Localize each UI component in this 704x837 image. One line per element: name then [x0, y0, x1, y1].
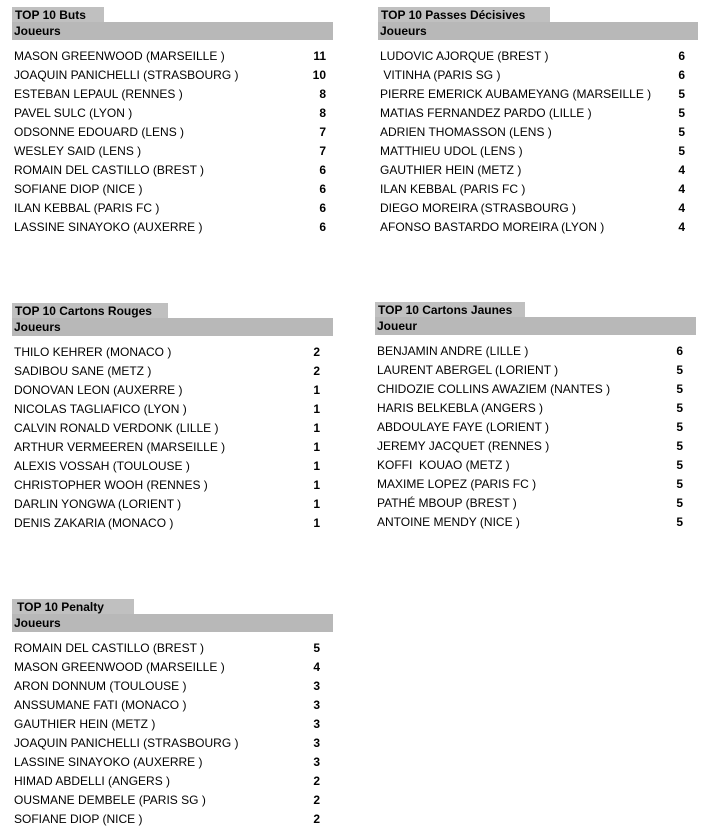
stat-value: 5: [676, 496, 683, 510]
player-name: ALEXIS VOSSAH (TOULOUSE ): [14, 459, 190, 473]
table-row: [12, 753, 333, 772]
player-name: ROMAIN DEL CASTILLO (BREST ): [14, 641, 205, 655]
player-name: PATHÉ MBOUP (BREST ): [377, 496, 517, 510]
player-name: SOFIANE DIOP (NICE ): [14, 182, 143, 196]
stat-value: 4: [678, 201, 685, 215]
column-header: Joueurs: [12, 614, 333, 632]
stat-value: 5: [676, 515, 683, 529]
table-row: [378, 161, 698, 180]
table-row: [12, 639, 333, 658]
table-row: [378, 199, 698, 218]
table-row: [12, 161, 333, 180]
stat-value: 7: [319, 125, 326, 139]
stat-value: 5: [676, 439, 683, 453]
player-name: MASON GREENWOOD (MARSEILLE ): [14, 660, 225, 674]
player-name: JEREMY JACQUET (RENNES ): [377, 439, 550, 453]
table-row: [12, 123, 333, 142]
player-name: MATTHIEU UDOL (LENS ): [380, 144, 523, 158]
stat-value: 3: [313, 736, 320, 750]
stat-value: 5: [678, 87, 685, 101]
player-name: LAURENT ABERGEL (LORIENT ): [377, 363, 559, 377]
table-row: [378, 180, 698, 199]
stat-value: 2: [313, 793, 320, 807]
stat-value: 8: [319, 106, 326, 120]
player-name: MAXIME LOPEZ (PARIS FC ): [377, 477, 537, 491]
table-row: [12, 734, 333, 753]
table-row: [12, 180, 333, 199]
stat-value: 6: [676, 344, 683, 358]
stat-value: 6: [319, 163, 326, 177]
table-row: [375, 342, 696, 361]
table-row: [12, 419, 333, 438]
stat-value: 1: [313, 516, 320, 530]
table-row: [375, 475, 696, 494]
table-row: [375, 456, 696, 475]
table-row: [375, 418, 696, 437]
player-name: LUDOVIC AJORQUE (BREST ): [380, 49, 549, 63]
stat-value: 5: [676, 420, 683, 434]
stat-value: 11: [313, 49, 326, 63]
player-name: LASSINE SINAYOKO (AUXERRE ): [14, 220, 203, 234]
player-name: DENIS ZAKARIA (MONACO ): [14, 516, 174, 530]
stat-value: 1: [313, 478, 320, 492]
stat-value: 5: [676, 363, 683, 377]
player-name: CHRISTOPHER WOOH (RENNES ): [14, 478, 208, 492]
stat-value: 5: [678, 144, 685, 158]
stat-value: 1: [313, 440, 320, 454]
stat-value: 4: [678, 182, 685, 196]
player-name: ANTOINE MENDY (NICE ): [377, 515, 520, 529]
table-row: [12, 677, 333, 696]
table-row: [378, 85, 698, 104]
player-name: PIERRE EMERICK AUBAMEYANG (MARSEILLE ): [380, 87, 652, 101]
player-name: JOAQUIN PANICHELLI (STRASBOURG ): [14, 68, 239, 82]
stat-value: 6: [678, 68, 685, 82]
panel-title: TOP 10 Penalty: [12, 599, 134, 615]
table-row: [12, 457, 333, 476]
player-name: CALVIN RONALD VERDONK (LILLE ): [14, 421, 219, 435]
table-row: [12, 495, 333, 514]
player-name: WESLEY SAID (LENS ): [14, 144, 142, 158]
table-row: [12, 400, 333, 419]
player-name: KOFFI KOUAO (METZ ): [377, 458, 510, 472]
table-row: [378, 218, 698, 237]
player-name: AFONSO BASTARDO MOREIRA (LYON ): [380, 220, 605, 234]
stat-value: 5: [676, 458, 683, 472]
table-row: [12, 476, 333, 495]
table-row: [12, 104, 333, 123]
player-name: DONOVAN LEON (AUXERRE ): [14, 383, 183, 397]
stat-value: 7: [319, 144, 326, 158]
stat-value: 6: [319, 201, 326, 215]
player-name: MASON GREENWOOD (MARSEILLE ): [14, 49, 225, 63]
table-row: [12, 218, 333, 237]
player-name: BENJAMIN ANDRE (LILLE ): [377, 344, 529, 358]
table-row: [378, 47, 698, 66]
player-name: OUSMANE DEMBELE (PARIS SG ): [14, 793, 206, 807]
player-name: THILO KEHRER (MONACO ): [14, 345, 172, 359]
table-row: [12, 199, 333, 218]
table-row: [375, 361, 696, 380]
player-name: ADRIEN THOMASSON (LENS ): [380, 125, 552, 139]
rows: [12, 343, 333, 533]
stat-value: 2: [313, 364, 320, 378]
stat-value: 4: [313, 660, 320, 674]
panel-title: TOP 10 Buts: [12, 7, 104, 23]
player-name: LASSINE SINAYOKO (AUXERRE ): [14, 755, 203, 769]
table-row: [12, 47, 333, 66]
column-header: Joueurs: [12, 22, 333, 40]
table-row: [12, 715, 333, 734]
player-name: ILAN KEBBAL (PARIS FC ): [14, 201, 160, 215]
stat-value: 5: [676, 382, 683, 396]
player-name: HIMAD ABDELLI (ANGERS ): [14, 774, 171, 788]
rows: [12, 639, 333, 829]
stat-value: 5: [678, 106, 685, 120]
stat-value: 1: [313, 459, 320, 473]
stat-value: 3: [313, 717, 320, 731]
panel-title: TOP 10 Cartons Jaunes: [375, 302, 525, 318]
table-row: [12, 66, 333, 85]
player-name: DIEGO MOREIRA (STRASBOURG ): [380, 201, 577, 215]
stat-value: 5: [676, 477, 683, 491]
column-header: Joueur: [375, 317, 696, 335]
table-row: [12, 791, 333, 810]
table-row: [12, 658, 333, 677]
table-row: [12, 362, 333, 381]
player-name: ARON DONNUM (TOULOUSE ): [14, 679, 187, 693]
stat-value: 1: [313, 402, 320, 416]
stat-value: 5: [313, 641, 320, 655]
table-row: [375, 399, 696, 418]
stat-value: 3: [313, 679, 320, 693]
stat-value: 5: [676, 401, 683, 415]
table-row: [378, 104, 698, 123]
panel-top-passes: [378, 7, 698, 247]
player-name: ROMAIN DEL CASTILLO (BREST ): [14, 163, 205, 177]
stat-value: 1: [313, 421, 320, 435]
player-name: ANSSUMANE FATI (MONACO ): [14, 698, 187, 712]
player-name: NICOLAS TAGLIAFICO (LYON ): [14, 402, 187, 416]
stat-value: 1: [313, 383, 320, 397]
player-name: ESTEBAN LEPAUL (RENNES ): [14, 87, 183, 101]
table-row: [378, 123, 698, 142]
player-name: ABDOULAYE FAYE (LORIENT ): [377, 420, 550, 434]
table-row: [12, 85, 333, 104]
rows: [12, 47, 333, 237]
player-name: ILAN KEBBAL (PARIS FC ): [380, 182, 526, 196]
stat-value: 8: [319, 87, 326, 101]
table-row: [12, 142, 333, 161]
player-name: PAVEL SULC (LYON ): [14, 106, 133, 120]
player-name: GAUTHIER HEIN (METZ ): [14, 717, 156, 731]
table-row: [375, 380, 696, 399]
table-row: [12, 381, 333, 400]
panel-top-buts: [12, 7, 333, 247]
stat-value: 6: [678, 49, 685, 63]
table-row: [375, 513, 696, 532]
player-name: SOFIANE DIOP (NICE ): [14, 812, 143, 826]
table-row: [375, 494, 696, 513]
player-name: GAUTHIER HEIN (METZ ): [380, 163, 522, 177]
stat-value: 2: [313, 345, 320, 359]
table-row: [12, 696, 333, 715]
stat-value: 6: [319, 182, 326, 196]
table-row: [12, 438, 333, 457]
player-name: HARIS BELKEBLA (ANGERS ): [377, 401, 544, 415]
stat-value: 10: [312, 68, 326, 82]
rows: [378, 47, 698, 237]
stat-value: 1: [313, 497, 320, 511]
panel-top-cartons-jaunes: [375, 302, 696, 542]
player-name: SADIBOU SANE (METZ ): [14, 364, 152, 378]
panel-top-penalty: [12, 599, 333, 834]
player-name: MATIAS FERNANDEZ PARDO (LILLE ): [380, 106, 592, 120]
stat-value: 3: [313, 698, 320, 712]
player-name: ARTHUR VERMEEREN (MARSEILLE ): [14, 440, 226, 454]
stat-value: 6: [319, 220, 326, 234]
table-row: [378, 142, 698, 161]
column-header: Joueurs: [378, 22, 698, 40]
panel-top-cartons-rouges: [12, 303, 333, 543]
player-name: VITINHA (PARIS SG ): [380, 68, 501, 82]
player-name: CHIDOZIE COLLINS AWAZIEM (NANTES ): [377, 382, 611, 396]
stat-value: 5: [678, 125, 685, 139]
column-header: Joueurs: [12, 318, 333, 336]
player-name: DARLIN YONGWA (LORIENT ): [14, 497, 182, 511]
table-row: [12, 810, 333, 829]
player-name: JOAQUIN PANICHELLI (STRASBOURG ): [14, 736, 239, 750]
table-row: [375, 437, 696, 456]
table-row: [12, 343, 333, 362]
table-row: [12, 772, 333, 791]
panel-title: TOP 10 Cartons Rouges: [12, 303, 168, 319]
stat-value: 3: [313, 755, 320, 769]
stat-value: 4: [678, 163, 685, 177]
player-name: ODSONNE EDOUARD (LENS ): [14, 125, 185, 139]
stat-value: 2: [313, 774, 320, 788]
stat-value: 2: [313, 812, 320, 826]
table-row: [378, 66, 698, 85]
rows: [375, 342, 696, 532]
panel-title: TOP 10 Passes Décisives: [378, 7, 550, 23]
table-row: [12, 514, 333, 533]
stat-value: 4: [678, 220, 685, 234]
